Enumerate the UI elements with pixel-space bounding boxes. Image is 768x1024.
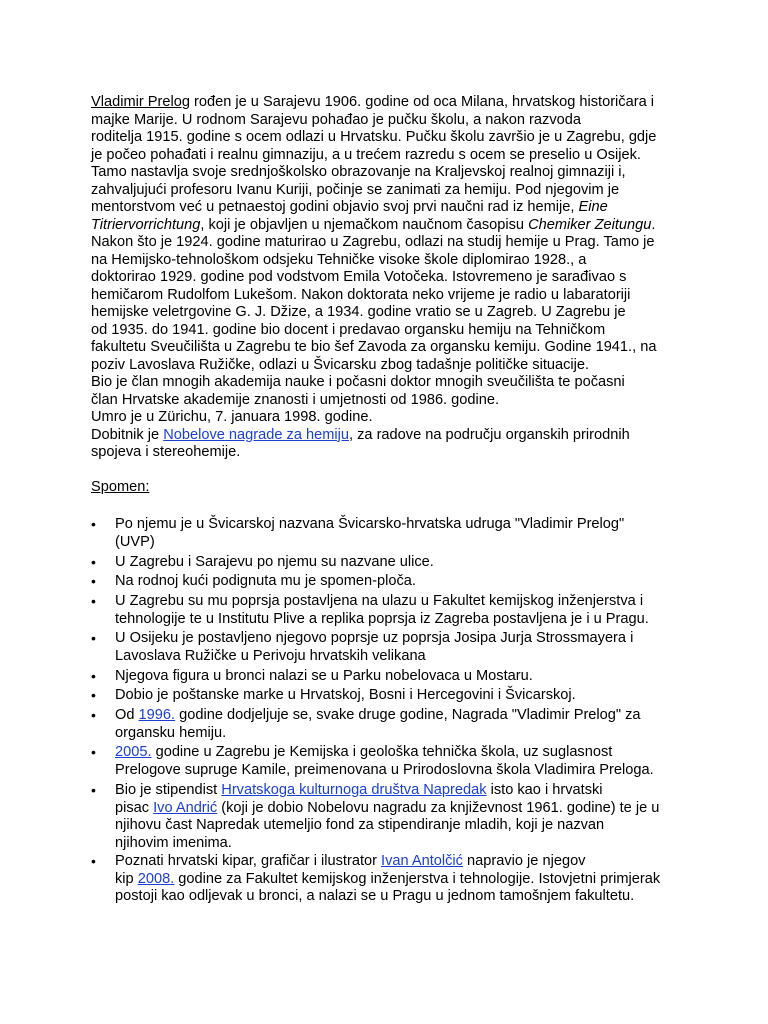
bullet-icon: • [91,554,96,570]
bullet-icon: • [91,668,96,684]
bio-line: fakultetu Sveučilišta u Zagrebu te bio šef Zavoda za organsku kemiju. Godine 1941., na [91,339,657,355]
bullet-icon: • [91,687,96,703]
document-page: Vladimir Prelog rođen je u Sarajevu 1906. godine od oca Milana, hrvatskog historičara i majke Marije. U rodnom Sarajevu pohađao je pučku školu, a nakon razvoda roditelja 1915. godine s ocem odlazi u Hrvatsku. Pučku školu završio je u Zagrebu, gdje je počeo pohađati i realnu gimnaziju, a u trećem razredu s ocem se preselio u Osijek. Tamo nastavlja svoje srednjoškolsko obrazovanje na Kraljevskoj realnoj gimnaziji i, zahvaljujući profesoru Ivanu Kuriji, počinje se zanimati za hemiju. Pod njegovim je mentorstvom već u petnaestoj godini objavio svoj prvi naučni rad iz hemije, Eine Titriervorrichtung, koji je objavljen u njemačkom naučnom časopisu Chemiker Zeitungu. Nakon što je 1924. godine maturirao u Zagrebu, odlazi na studij hemije u Prag. Tamo je na Hemijsko-tehnološkom odsjeku Tehničke visoke škole diplomirao 1928., a doktorirao 1929. godine pod vodstvom Emila Votočeka. Istovremeno je sarađivao s hemičarom Rudolfom Lukešom. Nakon doktorata neko vrijeme je radio u labaratoriji hemijske veletrgovine G. J. Džize, a 1934. godine vratio se u Zagreb. U Zagrebu je od 1935. do 1941. godine bio docent i predavao organsku hemiju na Tehničkom fakultetu Sveučilišta u Zagrebu te bio šef Zavoda za organsku kemiju. Godine 1941., na poziv Lavoslava Ružičke, odlazi u Švicarsku zbog tadašnje političke situacije. Bio je član mnogih akademija nauke i počasni doktor mnogih sveučilišta te počasni član Hrvatske akademije znanosti i umjetnosti od 1986. godine. Umro je u Zürichu, 7. januara 1998. godine. Dobitnik je Nobelove nagrade za hemiju, za radove na području organskih prirodnih spojeva i stereohemije. Spomen: • Po njemu je u Švicarskoj nazvana Švicarsko-hrvatska udruga "Vladimir Prelog" (UVP) • U Zagrebu i Sarajevu po njemu su nazvane ulice. • Na rodnoj kući podignuta mu je spomen-ploča. • U Zagrebu su mu poprsja postavljena na ulazu u Fakultet kemijskog inženjerstva i tehnologije te u Institutu Plive a replika poprsja iz Zagreba postavljena je i u Pragu. • U Osijeku je postavljeno njegovo poprsje uz poprsja Josipa Jurja Strossmayera i Lavoslava Ružičke u Perivoju hrvatskih velikana • Njegova figura u bronci nalazi se u Parku nobelovaca u Mostaru. • Dobio je poštanske marke u Hrvatskoj, Bosni i Hercegovini i Švicarskoj. • Od 1996. godine dodjeljuje se, svake druge godine, Nagrada "Vladimir Prelog" za organsku hemiju. • 2005. godine u Zagrebu je Kemijska i geološka tehnička škola, uz suglasnost Prelogove supruge Kamile, preimenovana u Prirodoslovna škola Vladimira Preloga. • Bio je stipendist Hrvatskoga kulturnoga društva Napredak isto kao i hrvatski pisac Ivo Andrić (koji je dobio Nobelovu nagradu za književnost 1961. godine) te je u njihovu čast Napredak utemeljio fond za stipendiranje mladih, koji je nazvan njihovim imenima. • Poznati hrvatski kipar, grafičar i ilustrator Ivan Antolčić napravio je njegov kip 2008. godine za Fakultet kemijskog inženjerstva i tehnologije. Istovjetni primjerak postoji kao odljevak u bronci, a nalazi se u Pragu u jednom tamošnjem fakultetu. [91,94,661,904]
bio-line: hemijske veletrgovine G. J. Džize, a 1934. godine vratio se u Zagreb. U Zagrebu je [91,304,626,320]
bio-line: Tamo nastavlja svoje srednjoškolsko obrazovanje na Kraljevskoj realnoj gimnaziji i, [91,164,626,180]
napredak-link[interactable]: Hrvatskoga kulturnoga društva Napredak [221,782,487,798]
ivan-antolcic-link[interactable]: Ivan Antolčić [381,853,463,869]
bullet-icon: • [91,573,96,589]
bio-line: doktorirao 1929. godine pod vodstvom Emila Votočeka. Istovremeno je sarađivao s [91,269,627,285]
person-name: Vladimir Prelog [91,94,190,110]
bullet-icon: • [91,782,96,798]
year-2008-link[interactable]: 2008. [137,870,175,887]
bullet-icon: • [91,516,96,532]
journal-title: Chemiker Zeitungu [528,216,652,233]
bio-line: od 1935. do 1941. godine bio docent i predavao organsku hemiju na Tehničkom [91,321,606,338]
bio-line: poziv Lavoslava Ružičke, odlazi u Švicarsku zbog tadašnje političke situacije. [91,356,590,373]
bio-line: Umro je u Zürichu, 7. januara 1998. godine. [91,409,373,425]
nobel-prize-link[interactable]: Nobelove nagrade za hemiju [163,426,349,443]
article-title: Eine [578,199,608,215]
bullet-icon: • [91,593,96,609]
bio-line: Bio je član mnogih akademija nauke i počasni doktor mnogih sveučilišta te počasni [91,374,625,390]
bullet-icon: • [91,744,96,760]
bio-line: je počeo pohađati i realnu gimnaziju, a u trećem razredu s ocem se preselio u Osijek. [91,146,641,163]
bullet-icon: • [91,707,96,723]
bio-line: spojeva i stereohemije. [91,444,241,460]
bio-line: mentorstvom već u petnaestoj godini objavio svoj prvi naučni rad iz hemije, Eine [91,199,608,215]
bio-line: hemičarom Rudolfom Lukešom. Nakon doktorata neko vrijeme je radio u labaratoriji [91,286,631,303]
year-1996-link[interactable]: 1996. [138,707,176,723]
bullet-icon: • [91,853,96,869]
bio-line: na Hemijsko-tehnološkom odsjeku Tehničke visoke škole diplomirao 1928., a [91,251,587,268]
bio-line: zahvaljujući profesoru Ivanu Kuriji, počinje se zanimati za hemiju. Pod njegovim je [91,181,620,198]
article-title: Titriervorrichtung [91,216,201,233]
bio-line: roditelja 1915. godine s ocem odlazi u Hrvatsku. Pučku školu završio je u Zagrebu, gdje [91,129,657,145]
bio-line: član Hrvatske akademije znanosti i umjetnosti od 1986. godine. [91,391,500,408]
year-2005-link[interactable]: 2005. [115,744,152,760]
bullet-icon: • [91,630,96,646]
bio-line: Titriervorrichtung, koji je objavljen u njemačkom naučnom časopisu Chemiker Zeitungu. [91,216,656,233]
bio-line: Nakon što je 1924. godine maturirao u Zagrebu, odlazi na studij hemije u Prag. Tamo je [91,234,655,250]
spomen-heading: Spomen: [91,479,150,495]
bio-line: majke Marije. U rodnom Sarajevu pohađao je pučku školu, a nakon razvoda [91,111,581,128]
bio-line: Dobitnik je Nobelove nagrade za hemiju, za radove na području organskih prirodnih [91,426,630,443]
bio-line: Vladimir Prelog rođen je u Sarajevu 1906. godine od oca Milana, hrvatskog historičara i [91,94,654,110]
ivo-andric-link[interactable]: Ivo Andrić [153,799,218,816]
